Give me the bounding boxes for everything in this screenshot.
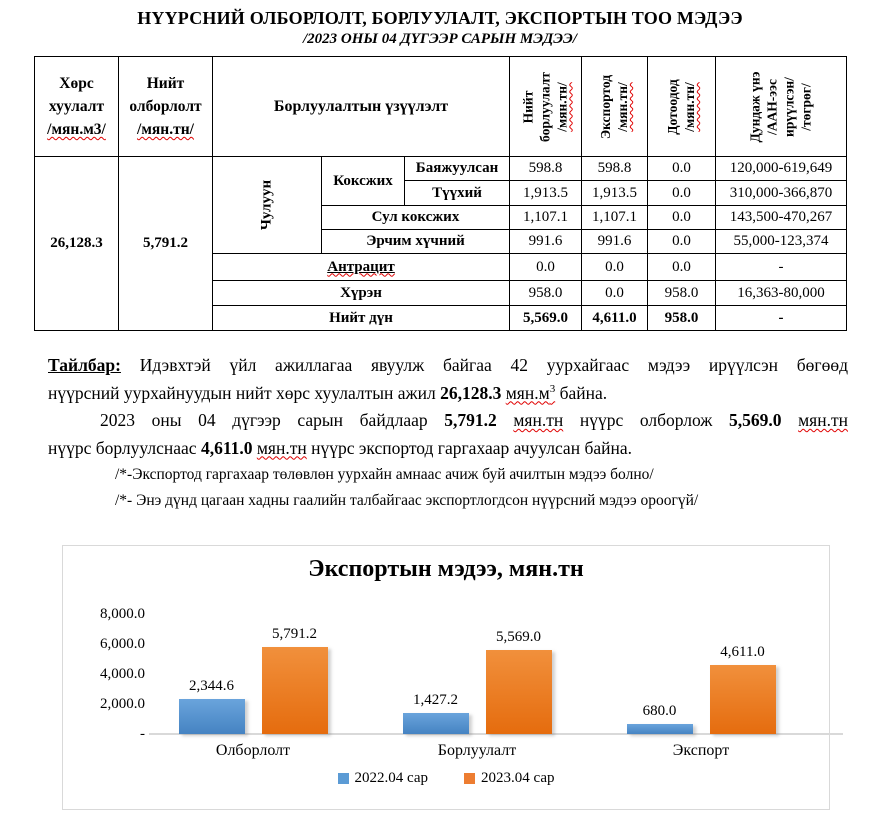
chart-bar-group <box>365 614 589 734</box>
note-label: Тайлбар: <box>48 355 121 375</box>
table-row: Хүрэн 958.0 0.0 958.0 16,363-80,000 <box>35 281 847 306</box>
bar-value-label: 680.0 <box>642 703 677 719</box>
y-axis-tick: 4,000.0 <box>100 666 145 682</box>
chart-bar <box>403 692 469 734</box>
x-axis-label: Борлуулалт <box>437 742 517 759</box>
table-row: Антрацит 0.0 0.0 0.0 - <box>35 254 847 281</box>
mining-value: 5,791.2 <box>119 157 213 331</box>
chart-plot <box>141 614 813 734</box>
note-line: Тайлбар: Идэвхтэй үйл ажиллагаа явуулж байгаа 42 уурхайгаас мэдээ ирүүлсэн бөгөөд <box>48 355 849 375</box>
y-axis-tick: 8,000.0 <box>100 606 145 622</box>
table-row: Сул коксжих 1,107.1 1,107.1 0.0 143,500-470,267 <box>35 206 847 230</box>
header-total-mining: Нийт олборлолт /мян.тн/ <box>119 57 213 157</box>
header-stripping: Хөрс хуулалт /мян.м3/ <box>35 57 119 157</box>
y-axis-tick: 6,000.0 <box>100 636 145 652</box>
header-domestic: Дотоодод /мян.тн/ <box>648 57 716 157</box>
chart-bar <box>627 703 693 734</box>
note-line: нүүрсний уурхайнуудын нийт хөрс хуулалтын ажил 26,128.3 $мян.м^3$ байна. <box>48 382 608 403</box>
note-line: нүүрс борлуулснаас 4,611.0 мян.тн нүүрс экспортод гаргахаар ачуулсан байна. <box>48 437 632 458</box>
chart-bar <box>262 626 328 734</box>
bar-value-label: 5,791.2 <box>272 626 317 642</box>
stone-coal-group: Чулуун <box>213 157 322 254</box>
row-label: Эрчим хүчний <box>322 230 510 254</box>
row-label: Сул коксжих <box>322 206 510 230</box>
chart-title: Экспортын мэдээ, мян.тн <box>308 556 584 582</box>
coking-group: Коксжих <box>322 157 405 206</box>
row-label: Түүхий <box>405 181 510 206</box>
footnote: /*- Энэ дүнд цагаан хадны гаалийн талбайгаас экспортлогдсон нүүрсний мэдээ ороогүй/ <box>115 492 699 509</box>
y-axis-tick: 2,000.0 <box>100 696 145 712</box>
chart-bar-group <box>589 614 813 734</box>
bar-value-label: 4,611.0 <box>720 644 765 660</box>
chart-bar <box>486 629 552 734</box>
chart-bar <box>179 678 245 734</box>
export-chart <box>62 545 830 810</box>
page-title: НҮҮРСНИЙ ОЛБОРЛОЛТ, БОРЛУУЛАЛТ, ЭКСПОРТЫН ТОО МЭДЭЭ <box>137 8 743 28</box>
table-row: Түүхий 1,913.5 1,913.5 0.0 310,000-366,870 <box>35 181 847 206</box>
bar-value-label: 1,427.2 <box>413 692 458 708</box>
table-row: Эрчим хүчний 991.6 991.6 0.0 55,000-123,374 <box>35 230 847 254</box>
stripping-value: 26,128.3 <box>35 157 119 331</box>
legend-swatch <box>464 773 475 784</box>
notes-section <box>48 352 848 514</box>
table-total-row: Нийт дүн 5,569.0 4,611.0 958.0 - <box>35 306 847 331</box>
bar-value-label: 5,569.0 <box>496 629 541 645</box>
legend-item <box>338 770 429 787</box>
legend-item <box>464 770 555 787</box>
page-subtitle: /2023 ОНЫ 04 ДҮГЭЭР САРЫН МЭДЭЭ/ <box>303 31 577 47</box>
header-export: Экспортод /мян.тн/ <box>582 57 648 157</box>
bar-value-label: 2,344.6 <box>189 678 234 694</box>
footnote: /*-Экспортод гаргахаар төлөвлөн уурхайн амнаас ачиж буй ачилтын мэдээ болно/ <box>115 466 654 483</box>
chart-bar-group <box>141 614 365 734</box>
legend-swatch <box>338 773 349 784</box>
header-sales-indicator: Борлуулалтын үзүүлэлт <box>213 57 510 157</box>
chart-bar <box>710 644 776 734</box>
coal-statistics-table <box>34 56 847 331</box>
y-axis-tick: - <box>140 726 145 742</box>
note-line: 2023 оны 04 дүгээр сарын байдлаар 5,791.2 мян.тн нүүрс олборлож 5,569.0 мян.тн <box>100 410 848 430</box>
row-label: Хүрэн <box>213 281 510 306</box>
row-label: Баяжуулсан <box>405 157 510 181</box>
row-label: Нийт дүн <box>213 306 510 331</box>
header-average-price: Дундаж үнэ /ААН-ээс ирүүлсэн/ /төгрөг/ <box>716 57 847 157</box>
table-row: 26,128.3 5,791.2 Чулуун Коксжих Баяжуулсан 598.8 598.8 0.0 120,000-619,649 <box>35 157 847 181</box>
legend-label: 2022.04 сар <box>354 770 428 786</box>
x-axis-label: Олборлолт <box>215 742 291 759</box>
x-axis-labels <box>141 742 813 760</box>
chart-legend <box>63 770 829 787</box>
row-label: Антрацит <box>213 254 510 281</box>
header-total-sales: Нийт борлуулалт /мян.тн/ <box>510 57 582 157</box>
x-axis-label: Экспорт <box>672 742 730 759</box>
legend-label: 2023.04 сар <box>481 770 555 786</box>
